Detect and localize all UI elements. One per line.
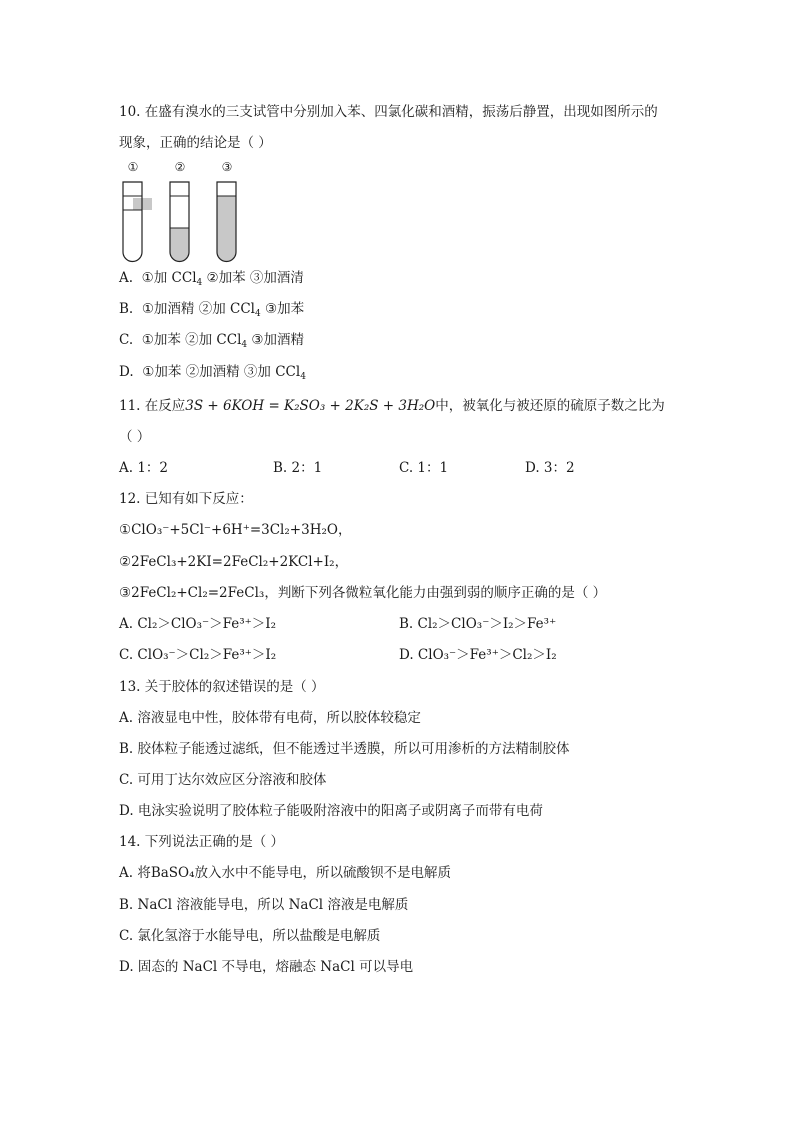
test-tube-1: [123, 182, 152, 262]
q13-option-b: B. 胶体粒子能透过滤纸，但不能透过半透膜，所以可用渗析的方法精制胶体: [119, 741, 570, 757]
q10-stem-line2: 现象，正确的结论是（ ）: [119, 135, 272, 151]
q10-option-a: A. ①加 CCl$_4$ ②加苯 ③加酒清: [119, 270, 304, 288]
tube-label-1: ①: [127, 160, 139, 174]
q13-option-d: D. 电泳实验说明了胶体粒子能吸附溶液中的阳离子或阴离子而带有电荷: [119, 803, 543, 819]
q14-option-b: B. NaCl 溶液能导电，所以 NaCl 溶液是电解质: [119, 897, 409, 913]
q13-option-a: A. 溶液显电中性，胶体带有电荷，所以胶体较稳定: [119, 710, 421, 726]
q10-stem-line1: 10. 在盛有溴水的三支试管中分别加入苯、四氯化碳和酒精，振荡后静置，出现如图所示的: [119, 104, 658, 120]
q11-equation: 3S + 6KOH = K₂SO₃ + 2K₂S + 3H₂O: [185, 398, 436, 414]
q12-option-a: A. Cl₂＞ClO₃⁻＞Fe³⁺＞I₂: [119, 616, 277, 632]
test-tube-2: [170, 182, 189, 261]
tube-label-3: ③: [221, 160, 233, 174]
q13-stem: 13. 关于胶体的叙述错误的是（ ）: [119, 679, 325, 695]
q14-option-d: D. 固态的 NaCl 不导电，熔融态 NaCl 可以导电: [119, 959, 414, 975]
q13-option-c: C. 可用丁达尔效应区分溶液和胶体: [119, 772, 327, 788]
q14-stem: 14. 下列说法正确的是（ ）: [119, 834, 285, 850]
q12-option-c: C. ClO₃⁻＞Cl₂＞Fe³⁺＞I₂: [119, 647, 277, 663]
q10-option-c: C. ①加苯 ②加 CCl$_4$ ③加酒精: [119, 332, 305, 350]
q11-option-b: B. 2：1: [273, 460, 323, 476]
q11-option-d: D. 3：2: [525, 460, 575, 476]
q11-option-a: A. 1：2: [119, 460, 169, 476]
test-tube-3: [217, 182, 236, 262]
q12-stem: 12. 已知有如下反应：: [119, 491, 253, 507]
q10-option-b: B. ①加酒精 ②加 CCl$_4$ ③加苯: [119, 301, 305, 319]
q11-option-c: C. 1：1: [399, 460, 449, 476]
q10-option-d: D. ①加苯 ②加酒精 ③加 CCl$_4$: [119, 364, 306, 382]
q12-reaction-3: ③2FeCl₂+Cl₂=2FeCl₃，判断下列各微粒氧化能力由强到弱的顺序正确的是（ ）: [119, 585, 607, 601]
q12-option-b: B. Cl₂＞ClO₃⁻＞I₂＞Fe³⁺: [399, 616, 557, 632]
test-tubes-drawing: [112, 160, 252, 265]
test-tubes-figure: [112, 160, 252, 265]
q14-option-a: A. 将BaSO₄放入水中不能导电，所以硫酸钡不是电解质: [119, 865, 452, 881]
q11-paren: （ ）: [119, 429, 151, 445]
q12-reaction-1: ①ClO₃⁻+5Cl⁻+6H⁺=3Cl₂+3H₂O，: [119, 522, 352, 538]
q12-option-d: D. ClO₃⁻＞Fe³⁺＞Cl₂＞I₂: [399, 647, 557, 663]
q12-reaction-2: ②2FeCl₃+2KI=2FeCl₂+2KCl+I₂，: [119, 554, 349, 570]
q11-stem: 11. 在反应3S + 6KOH = K₂SO₃ + 2K₂S + 3H₂O中，被氧化与被还原的硫原子数之比为: [119, 398, 665, 414]
tube-label-2: ②: [174, 160, 186, 174]
q14-option-c: C. 氯化氢溶于水能导电，所以盐酸是电解质: [119, 928, 381, 944]
